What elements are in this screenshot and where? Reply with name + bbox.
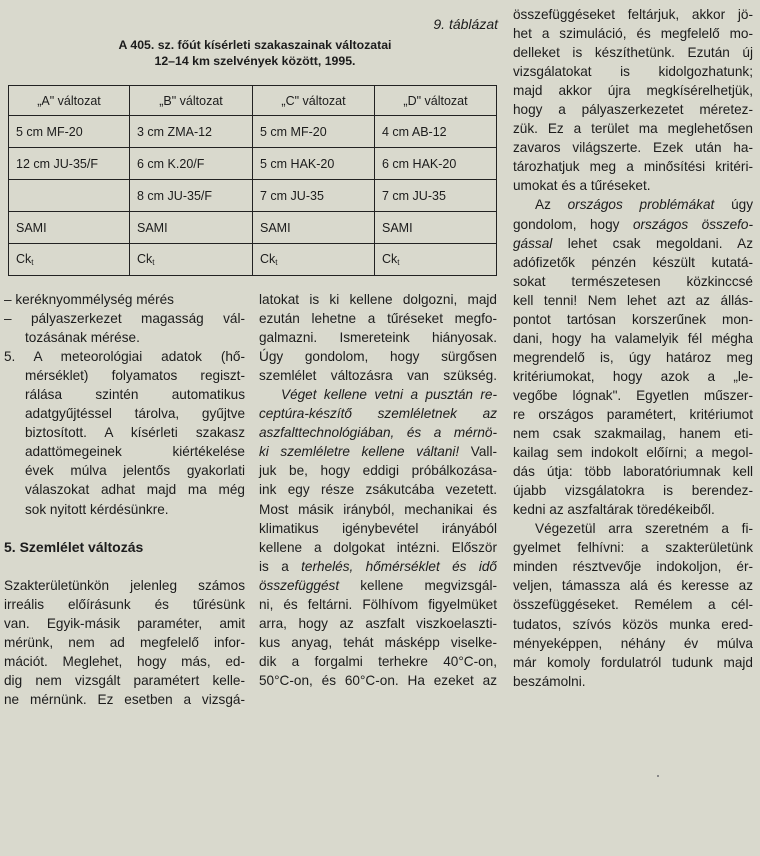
ck-label: Ck [137, 252, 153, 266]
text-span: országos problémákat [567, 197, 715, 213]
text-line: majd akkor újra megkísérelhetjük, [513, 83, 753, 99]
table-row [9, 212, 497, 244]
ck-subscript: t [397, 258, 400, 267]
print-speck [657, 775, 659, 777]
text-span: úgy [714, 197, 753, 213]
text-line: latokat is ki kellene dolgozni, majd [259, 292, 497, 307]
text-line: re országos paramétert, kritériumot [513, 406, 753, 422]
text-line: tározhatjuk meg a minősítési kritéri- [513, 159, 753, 175]
table-caption: 9. táblázat [433, 16, 498, 32]
text-line: minden résztvevője indokoljon, ér- [513, 559, 753, 575]
text-line: ne mérnünk. Ez esetben a vizsgá- [4, 691, 245, 707]
text-line: juk be, hogy eddigi próbálkozása- [259, 463, 497, 479]
table-header-row [9, 86, 497, 116]
text-line: Szakterületünkön jelenleg számos [4, 577, 245, 593]
ck-subscript: t [31, 258, 34, 267]
text-line [259, 557, 497, 576]
text-line: zük. Ez a terület ma meglehetősen [513, 121, 753, 137]
table-title [10, 37, 500, 69]
header-cell: „C" változat [253, 86, 375, 116]
text-line: Véget kellene vetni a pusztán re- [281, 387, 497, 403]
ck-label: Ck [260, 252, 276, 266]
text-line: kailag sem indokolt előírni; a megol- [513, 445, 753, 461]
variants-table [8, 85, 497, 276]
text-column-3 [513, 5, 753, 691]
text-line: rálása szintén automatikus [25, 387, 245, 403]
table-cell: SAMI [130, 212, 253, 244]
text-line: mérünk, nem ad megfelelő infor- [4, 634, 245, 650]
table-cell [375, 244, 497, 276]
table-cell: 5 cm HAK-20 [253, 148, 375, 180]
text-line: Most másik irányból, mechanikai és [259, 501, 497, 517]
text-line: ink egy része zsákutcába vezetett. [259, 482, 497, 498]
text-line: összefüggéseket feltárjuk, akkor jö- [513, 7, 753, 22]
text-span: ki szemléletre kellene váltani! [259, 444, 460, 460]
table-cell: 5 cm MF-20 [253, 116, 375, 148]
text-line [513, 234, 753, 253]
text-span: kellene megvizsgál- [339, 577, 497, 593]
text-line: ményeképpen, néhány év múlva [513, 635, 753, 651]
text-line: het a szimuláció, és megfelelő mo- [513, 26, 753, 42]
text-line: aszfalttechnológiában, és a mérnö- [259, 425, 497, 441]
table-cell: 5 cm MF-20 [9, 116, 130, 148]
text-line: kritériumokat, hogy azok a „le- [513, 368, 753, 384]
table-title-line: A 405. sz. főút kísérleti szakaszainak változatai [118, 38, 392, 52]
text-line: dani, hogy ha valamelyik fél mégha [513, 330, 753, 346]
text-line: umokat és a tűréseket. [513, 178, 651, 194]
text-line: nem csak szakmailag, hanem eti- [513, 426, 753, 442]
text-line: dás útja: több laboratóriumnak kell [513, 464, 753, 480]
ck-subscript: t [275, 258, 278, 267]
table-cell [130, 244, 253, 276]
text-line: biztosított. A kísérleti szakasz [25, 425, 245, 441]
text-line [513, 215, 753, 234]
text-line: irreális előírásunk és tűrésünk [4, 596, 245, 612]
table-cell [9, 244, 130, 276]
text-line [259, 442, 497, 461]
table-cell: 6 cm HAK-20 [375, 148, 497, 180]
text-line: zavaros világszerte. Ezek után ha- [513, 140, 753, 156]
text-span: összefüggést [259, 577, 340, 593]
text-line: már komoly fordulatról tudunk majd [513, 654, 753, 670]
table-row [9, 180, 497, 212]
text-line: pontot tartósan korszerűnek mon- [513, 311, 753, 327]
text-line: galmazni. Ismereteink hiányosak. [259, 330, 497, 346]
header-cell: „D" változat [375, 86, 497, 116]
text-line: – pályaszerkezet magasság vál- [4, 311, 245, 327]
text-line: 50°C-on, és 60°C-on. Ha ezeket az [259, 672, 497, 688]
table-cell [253, 244, 375, 276]
text-line: kedni az aszfaltárak töredékeiből. [513, 502, 715, 518]
text-column-2 [259, 290, 497, 690]
text-line [513, 195, 753, 214]
text-line: kellene a dolgokat intézni. Először [259, 539, 497, 555]
table-cell: 3 cm ZMA-12 [130, 116, 253, 148]
table-cell: 6 cm K.20/F [130, 148, 253, 180]
text-line: vizsgálatokat is kidolgozhatunk; [513, 64, 753, 80]
text-span: terhelés, hőmérséklet és idő [301, 558, 497, 574]
text-line: kell tenni! Nem lehet azt az állás- [513, 292, 753, 308]
text-line: beszámolni. [513, 673, 586, 689]
text-span: Vall- [459, 444, 497, 460]
text-line: válaszokat adhat majd ma még [25, 482, 245, 498]
text-line: dik a forgalmi terhekre 40°C-on, [259, 653, 497, 669]
text-line [259, 576, 497, 595]
text-line: mérséklet) folyamatos regiszt- [25, 368, 245, 384]
text-line: vegőbe lógnak". Egyetlen műszer- [513, 387, 753, 403]
text-line: 5. A meteorológiai adatok (hő- [4, 349, 245, 365]
section-heading: 5. Szemlélet változás [4, 538, 144, 555]
table-cell: SAMI [253, 212, 375, 244]
text-line: adófizetők pénzén készült kutatá- [513, 254, 753, 270]
text-line: – keréknyommélység mérés [4, 292, 174, 307]
table-cell: 4 cm AB-12 [375, 116, 497, 148]
ck-label: Ck [382, 252, 398, 266]
ck-label: Ck [16, 252, 32, 266]
table-row [9, 148, 497, 180]
text-span: is a [259, 558, 302, 574]
text-line: arra, hogy az aszfalt viszkoelaszti- [259, 615, 497, 631]
text-line: van. Egyik-másik paraméter, amit [4, 615, 245, 631]
text-line: megrendelő is, úgy határoz meg [513, 349, 753, 365]
table-cell: SAMI [375, 212, 497, 244]
ck-subscript: t [152, 258, 155, 267]
table-cell: 7 cm JU-35 [375, 180, 497, 212]
text-line: hogy a pályaszerkezetet méretez- [513, 102, 753, 118]
text-line: sokat természetesen közkinccsé [513, 273, 753, 289]
header-cell: „A" változat [9, 86, 130, 116]
text-line: kus anyag, tehát másképp viselke- [259, 634, 497, 650]
text-line: tudatos, szívós közös munka ered- [513, 616, 753, 632]
table-row [9, 116, 497, 148]
text-line: veljen, támassza alá és keresse az [513, 578, 753, 594]
text-line: összefüggéseket. Remélem a cél- [513, 597, 753, 613]
table-title-line: 12–14 km szelvények között, 1995. [154, 54, 356, 68]
text-span: gondolom, hogy [513, 216, 633, 232]
text-span: országos összefo- [632, 216, 754, 232]
text-line: sok nyitott kérdésünkre. [25, 501, 169, 517]
text-line: gyelmet felhívni: a szakterületünk [513, 540, 753, 556]
header-cell: „B" változat [130, 86, 253, 116]
text-line: adatgyűjtéssel tárolva, gyűjtve [25, 406, 245, 422]
table-row [9, 244, 497, 276]
text-span: gással [513, 235, 553, 251]
text-line: mációt. Meglehet, hogy más, ed- [4, 653, 245, 669]
text-span: lehet csak megoldani. Az [552, 235, 753, 251]
table-cell: 8 cm JU-35/F [130, 180, 253, 212]
table-cell: 12 cm JU-35/F [9, 148, 130, 180]
text-line: ceptúra-készítő szemléletnek az [259, 406, 497, 422]
text-line: Úgy gondolom, hogy sürgősen [259, 349, 497, 365]
text-line: Végezetül arra szeretném a fi- [535, 521, 753, 537]
text-line: delleket is készíthetünk. Ezután új [513, 45, 753, 61]
text-span: Az [535, 197, 568, 213]
text-line: tozásának mérése. [25, 330, 140, 346]
table-cell [9, 180, 130, 212]
text-column-1 [4, 290, 245, 709]
text-line: klimatikus igénybevétel irányából [259, 520, 497, 536]
table-cell: SAMI [9, 212, 130, 244]
text-line: dig nem vizsgált paramétert kelle- [4, 672, 245, 688]
table-cell: 7 cm JU-35 [253, 180, 375, 212]
text-line: évek múlva jelentős gyakorlati [25, 463, 245, 479]
text-line: ezután lehetne a tűréseket megfo- [259, 311, 497, 327]
text-line: szemlélet változásra van szükség. [259, 368, 497, 384]
text-line: újabb vizsgálatokra is berendez- [513, 483, 753, 499]
text-line: adattömegeinek kiértékelése [25, 444, 245, 460]
text-line: ni, és feltárni. Fölhívom figyelmüket [259, 596, 497, 612]
